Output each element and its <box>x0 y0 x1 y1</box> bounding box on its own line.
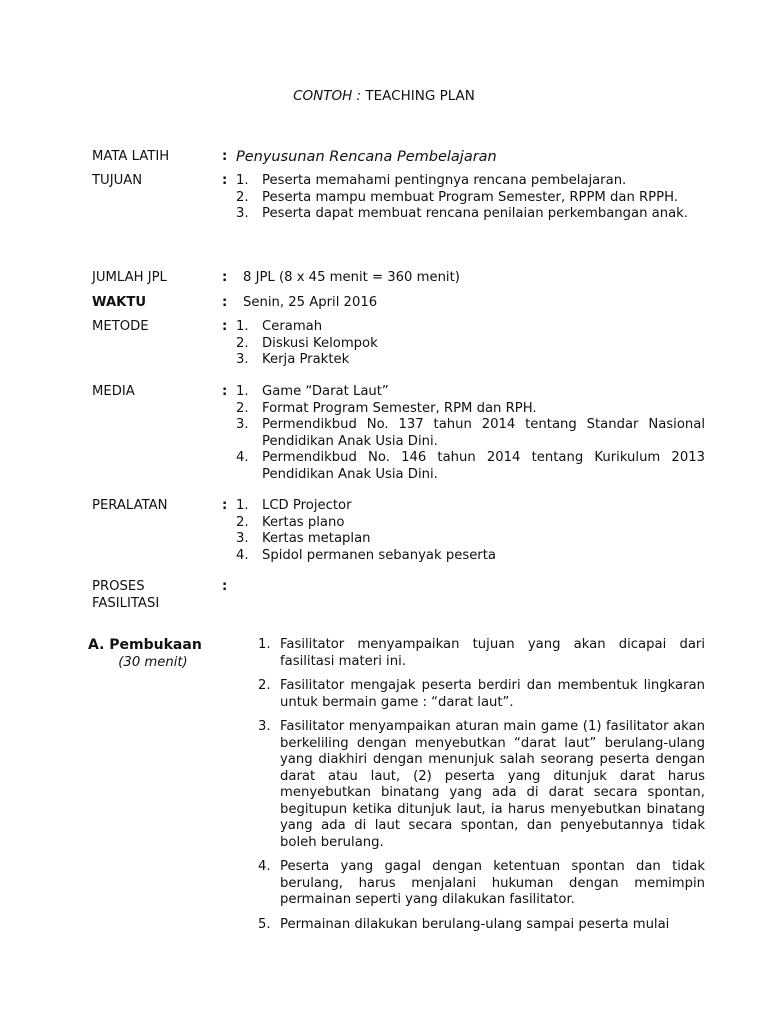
value-mata-latih: Penyusunan Rencana Pembelajaran <box>236 149 497 165</box>
colon: : <box>222 149 228 164</box>
section-pembukaan-heading <box>88 637 218 671</box>
label-peralatan: PERALATAN <box>92 498 168 513</box>
value-jumlah-jpl: 8 JPL (8 x 45 menit = 360 menit) <box>243 270 460 285</box>
list-item: 3. Kerja Praktek <box>236 352 350 367</box>
list-metode <box>236 319 705 369</box>
label-waktu: WAKTU <box>92 295 147 310</box>
section-duration: (30 menit) <box>118 655 188 670</box>
title-main: TEACHING PLAN <box>365 88 475 104</box>
colon: : <box>222 384 228 399</box>
document-title <box>0 87 768 105</box>
list-item: 5. Permainan dilakukan berulang-ulang sampai peserta mulai <box>258 916 670 932</box>
label-mata-latih: MATA LATIH <box>92 149 170 164</box>
colon: : <box>222 270 228 285</box>
label-jumlah-jpl: JUMLAH JPL <box>92 270 167 285</box>
colon: : <box>222 498 228 513</box>
list-item: 2. Format Program Semester, RPM dan RPH. <box>236 400 537 416</box>
list-item: 2. Kertas plano <box>236 514 345 530</box>
list-item: 4. Spidol permanen sebanyak peserta <box>236 547 496 563</box>
colon: : <box>222 579 228 594</box>
list-item: 4. Permendikbud No. 146 tahun 2014 tentang Kurikulum 2013 Pendidikan Anak Usia Dini. <box>236 450 705 482</box>
list-item: 1. LCD Projector <box>236 498 352 513</box>
list-item: 3. Fasilitator menyampaikan aturan main game (1) fasilitator akan berkeliling dengan menyebutkan “darat laut” berulang-ulang yang diakhiri dengan menunjuk salah seorang peserta dengan darat atau laut, (2) peserta yang ditunjuk darat harus menyebutkan binatang yang ada di darat secara spontan, begitupun ketika ditunjuk laut, ia harus menyebutkan binatang yang ada di laut secara spontan, dan penyebutannya tidak boleh berulang. <box>258 719 705 850</box>
list-item: 2. Peserta mampu membuat Program Semester, RPPM dan RPPH. <box>236 189 678 205</box>
colon: : <box>222 173 228 188</box>
list-item: 1. Fasilitator menyampaikan tujuan yang akan dicapai dari fasilitasi materi ini. <box>258 637 705 669</box>
colon: : <box>222 295 228 310</box>
list-peralatan <box>236 498 705 564</box>
list-media <box>236 384 705 483</box>
list-item: 2. Diskusi Kelompok <box>236 335 378 351</box>
list-item: 1. Ceramah <box>236 319 323 334</box>
title-prefix: CONTOH : <box>293 88 362 104</box>
label-proses-fasilitasi: PROSES FASILITASI <box>92 579 160 611</box>
label-media: MEDIA <box>92 384 135 399</box>
list-item: 3. Peserta dapat membuat rencana penilaian perkembangan anak. <box>236 206 688 221</box>
list-item: 2. Fasilitator mengajak peserta berdiri dan membentuk lingkaran untuk bermain game : “darat laut”. <box>258 678 705 710</box>
list-tujuan <box>236 173 705 223</box>
list-item: 1. Game “Darat Laut” <box>236 384 389 399</box>
list-pembukaan <box>258 637 705 941</box>
list-item: 3. Kertas metaplan <box>236 531 371 546</box>
label-metode: METODE <box>92 319 149 334</box>
value-waktu: Senin, 25 April 2016 <box>243 295 378 310</box>
list-item: 1. Peserta memahami pentingnya rencana pembelajaran. <box>236 173 627 188</box>
label-tujuan: TUJUAN <box>92 173 143 188</box>
colon: : <box>222 319 228 334</box>
list-item: 3. Permendikbud No. 137 tahun 2014 tentang Standar Nasional Pendidikan Anak Usia Dini. <box>236 417 705 449</box>
section-heading: A. Pembukaan <box>88 637 202 653</box>
list-item: 4. Peserta yang gagal dengan ketentuan spontan dan tidak berulang, harus menjalani hukuman dengan memimpin permainan seperti yang dilakukan fasilitator. <box>258 859 705 907</box>
